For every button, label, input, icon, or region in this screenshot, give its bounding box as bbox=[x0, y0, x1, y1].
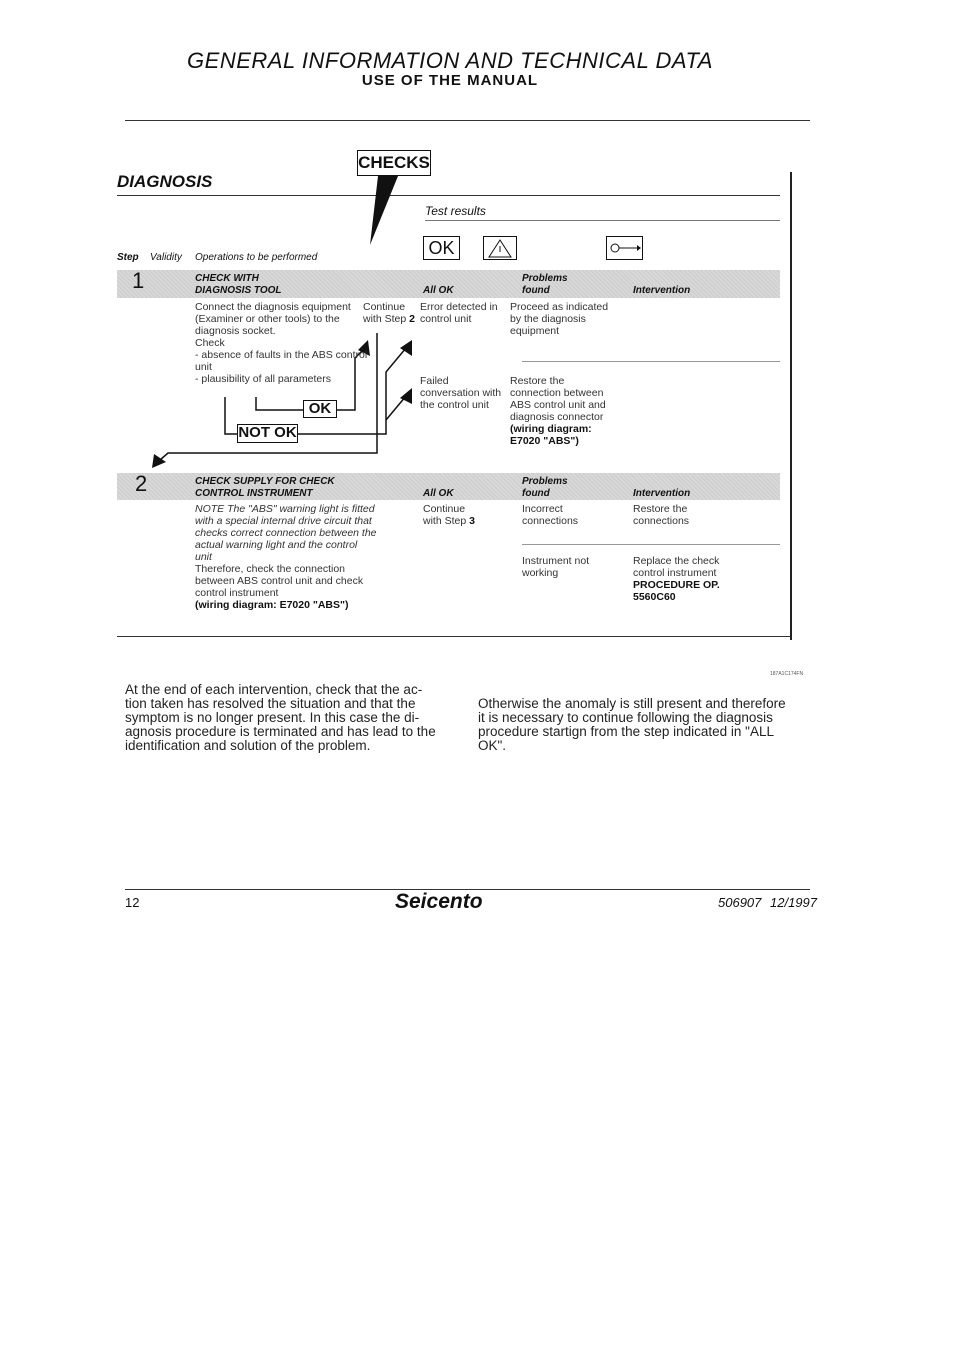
figure-code: 187A1C174FN bbox=[770, 671, 804, 677]
brand-logo: Seicento bbox=[395, 890, 483, 913]
label: Instrument not bbox=[522, 555, 590, 567]
intervention-header: Intervention bbox=[633, 488, 691, 499]
op-line: NOTE The "ABS" warning light is fitted bbox=[195, 503, 375, 515]
label: found bbox=[522, 488, 550, 499]
op-line: - absence of faults in the ABS control bbox=[195, 349, 368, 361]
label: Problems bbox=[522, 273, 568, 284]
label: ABS control unit and bbox=[510, 399, 606, 411]
checks-callout: CHECKS bbox=[357, 150, 431, 176]
op-line: between ABS control unit and check bbox=[195, 575, 364, 587]
intervention bbox=[510, 301, 608, 337]
label: Restore the bbox=[510, 375, 565, 387]
label: Failed bbox=[420, 375, 449, 387]
step-number: 2 bbox=[135, 471, 148, 496]
label: Continue bbox=[363, 301, 406, 313]
text-line: symptom is no longer present. In this case the di- bbox=[125, 710, 420, 725]
warning-icon bbox=[483, 236, 517, 260]
step-title-line: DIAGNOSIS TOOL bbox=[195, 285, 282, 296]
op-line: Check bbox=[195, 337, 225, 349]
all-ok-result bbox=[363, 301, 415, 325]
page-title: GENERAL INFORMATION AND TECHNICAL DATA bbox=[187, 48, 713, 73]
intervention bbox=[633, 503, 689, 527]
label: PROCEDURE OP. bbox=[633, 579, 720, 591]
label: E7020 "ABS") bbox=[510, 435, 579, 447]
text-line: tion taken has resolved the situation and that the bbox=[125, 696, 416, 711]
column-step: Step bbox=[117, 252, 139, 263]
step-2-operations bbox=[195, 503, 377, 611]
text-line: agnosis procedure is terminated and has lead to the bbox=[125, 724, 436, 739]
op-line: with a special internal drive circuit that bbox=[195, 515, 372, 527]
op-line: - plausibility of all parameters bbox=[195, 373, 331, 385]
intervention bbox=[633, 555, 720, 603]
op-line: Connect the diagnosis equipment bbox=[195, 301, 351, 313]
step-title-line: CONTROL INSTRUMENT bbox=[195, 488, 313, 499]
label: connections bbox=[522, 515, 579, 527]
label: with Step bbox=[363, 313, 407, 325]
divider bbox=[425, 220, 780, 221]
label: Incorrect bbox=[522, 503, 563, 515]
label: with Step bbox=[423, 515, 467, 527]
divider bbox=[522, 361, 780, 362]
label: found bbox=[522, 285, 550, 296]
problem bbox=[522, 555, 589, 579]
text-line: identification and solution of the problem. bbox=[125, 738, 371, 753]
column-validity: Validity bbox=[150, 252, 182, 263]
step-number: 1 bbox=[132, 268, 145, 293]
label: conversation with bbox=[420, 387, 502, 399]
label: Problems bbox=[522, 476, 568, 487]
label: 5560C60 bbox=[633, 591, 676, 603]
step-1-operations bbox=[195, 301, 367, 385]
label: the control unit bbox=[420, 399, 489, 411]
text-line: OK". bbox=[478, 738, 507, 753]
step-title-line: CHECK SUPPLY FOR CHECK bbox=[195, 476, 335, 487]
text-line: At the end of each intervention, check that the ac- bbox=[125, 682, 423, 697]
body-right bbox=[478, 697, 818, 753]
doc-date: 12/1997 bbox=[770, 895, 817, 910]
step-title bbox=[195, 476, 335, 500]
text-line: procedure startign from the step indicated in "ALL bbox=[478, 724, 774, 739]
label: Continue bbox=[423, 503, 466, 515]
ok-icon: OK bbox=[423, 236, 460, 260]
label: working bbox=[522, 567, 559, 579]
page-subtitle: USE OF THE MANUAL bbox=[361, 72, 539, 89]
not-ok-label: NOT OK bbox=[238, 424, 297, 441]
ok-label: OK bbox=[303, 400, 337, 418]
divider bbox=[117, 636, 790, 637]
op-line: unit bbox=[195, 551, 212, 563]
label: Replace the check bbox=[633, 555, 720, 567]
step-title bbox=[195, 273, 282, 297]
label: equipment bbox=[510, 325, 560, 337]
op-line: (wiring diagram: E7020 "ABS") bbox=[195, 599, 349, 611]
op-line: (Examiner or other tools) to the bbox=[195, 313, 340, 325]
op-line: actual warning light and the control bbox=[195, 539, 358, 551]
step-title-line: CHECK WITH bbox=[195, 273, 259, 284]
intervention-header: Intervention bbox=[633, 285, 691, 296]
op-line: control instrument bbox=[195, 587, 279, 599]
step-ref: 2 bbox=[409, 313, 415, 325]
text-line: it is necessary to continue following the diagnosis bbox=[478, 710, 773, 725]
section-title: DIAGNOSIS bbox=[117, 172, 213, 191]
body-left bbox=[125, 683, 465, 753]
wrench-icon bbox=[606, 236, 643, 260]
op-line: checks correct connection between the bbox=[195, 527, 377, 539]
label: connections bbox=[633, 515, 690, 527]
intervention bbox=[510, 375, 606, 447]
all-ok-header: All OK bbox=[423, 488, 454, 499]
label: connection between bbox=[510, 387, 604, 399]
divider bbox=[522, 544, 780, 545]
op-line: diagnosis socket. bbox=[195, 325, 276, 337]
text-line: Otherwise the anomaly is still present and therefore bbox=[478, 696, 786, 711]
page-number: 12 bbox=[125, 895, 140, 910]
all-ok-result bbox=[423, 503, 475, 527]
step-ref: 3 bbox=[469, 515, 475, 527]
problem bbox=[522, 503, 578, 527]
all-ok-header: All OK bbox=[423, 285, 454, 296]
label: by the diagnosis bbox=[510, 313, 586, 325]
label: Proceed as indicated bbox=[510, 301, 609, 313]
label: control unit bbox=[420, 313, 472, 325]
problem bbox=[420, 301, 498, 325]
op-line: unit bbox=[195, 361, 212, 373]
column-operations: Operations to be performed bbox=[195, 252, 318, 263]
label: Error detected in bbox=[420, 301, 498, 313]
label: (wiring diagram: bbox=[510, 423, 592, 435]
problems-header bbox=[522, 273, 568, 297]
test-results-label: Test results bbox=[425, 204, 486, 218]
label: diagnosis connector bbox=[510, 411, 604, 423]
doc-number: 506907 bbox=[718, 895, 762, 910]
op-line: Therefore, check the connection bbox=[195, 563, 346, 575]
label: Restore the bbox=[633, 503, 688, 515]
label: control instrument bbox=[633, 567, 717, 579]
problems-header bbox=[522, 476, 568, 500]
problem bbox=[420, 375, 501, 411]
